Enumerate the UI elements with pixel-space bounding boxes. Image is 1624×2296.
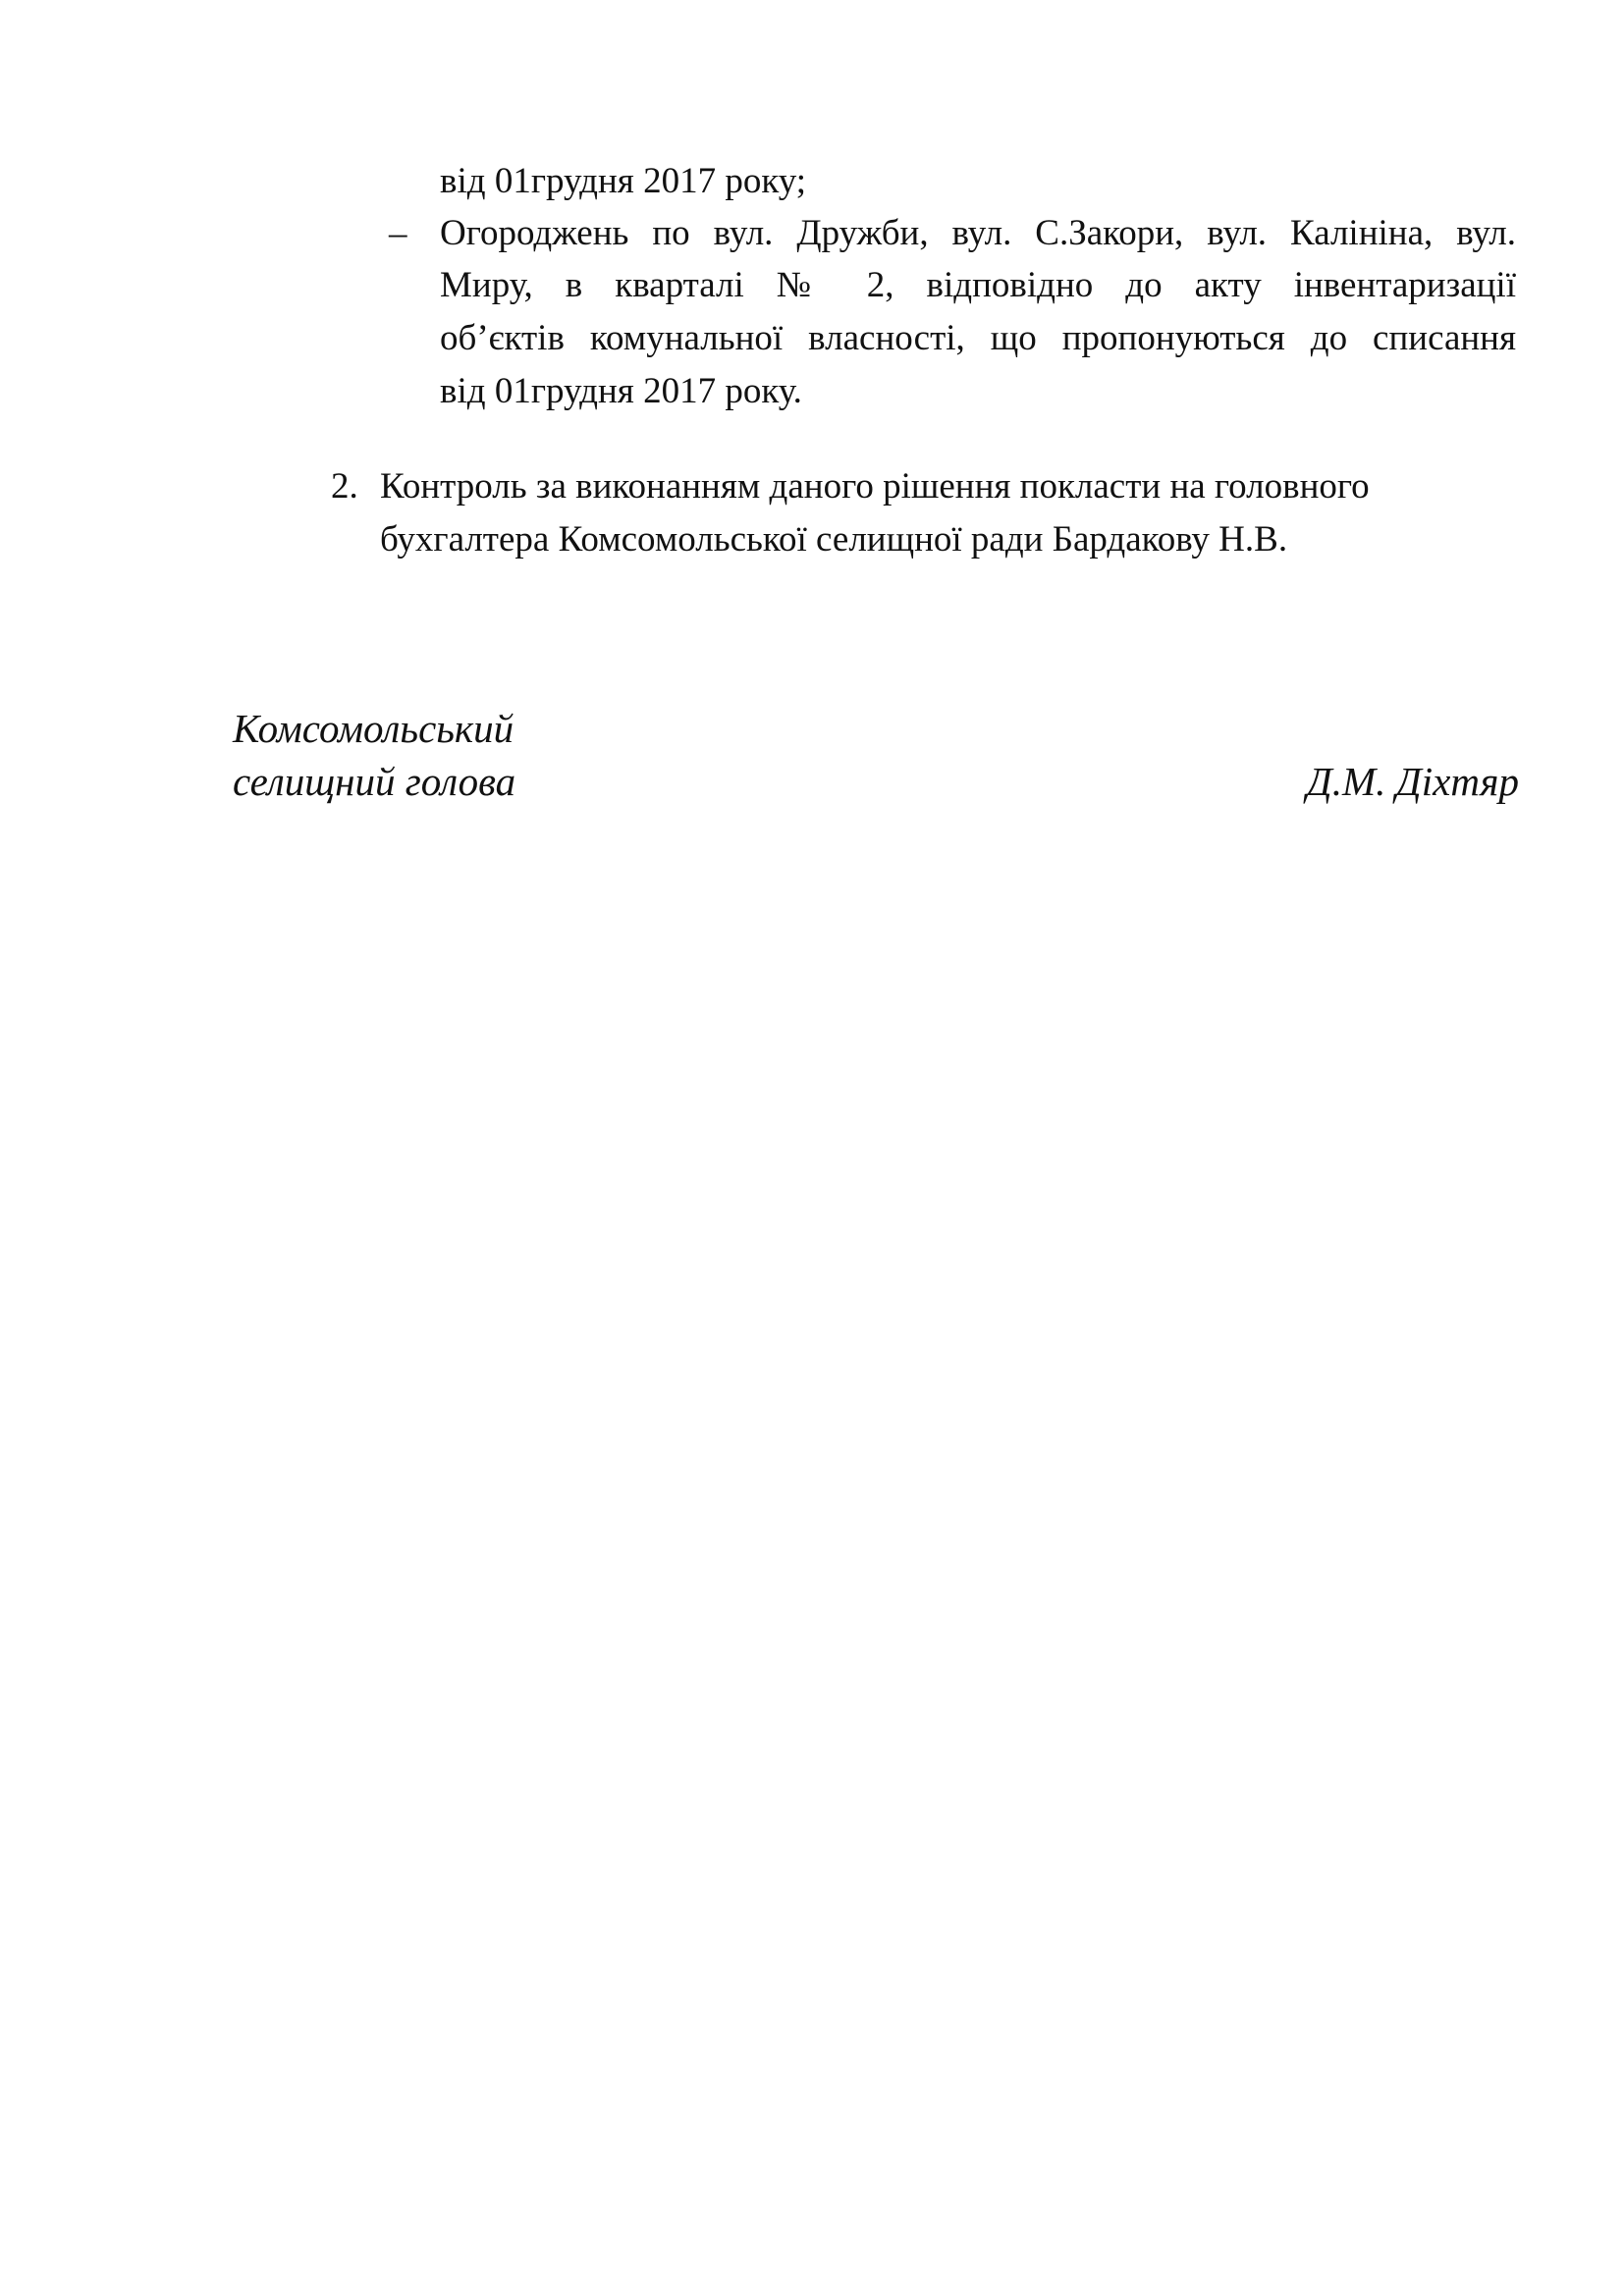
item-2-number: 2. [331, 466, 358, 507]
signature-title-line-1: Комсомольський [233, 706, 514, 751]
item-2-line-2: бухгалтера Комсомольської селищної ради Бардакову Н.В. [380, 519, 1288, 560]
bullet-2-line-1: Огороджень по вул. Дружби, вул. С.Закори, вул. Калініна, вул. [440, 213, 1516, 253]
bullet-2-line-4: від 01грудня 2017 року. [440, 371, 802, 411]
item-2-line-1: Контроль за виконанням даного рішення покласти на головного [380, 466, 1370, 507]
signature-title-line-2: селищний голова [233, 759, 516, 804]
bullet-1-tail-line: від 01грудня 2017 року; [440, 161, 807, 201]
bullet-2-line-3: об’єктів комунальної власності, що пропонуються до списання [440, 318, 1516, 358]
bullet-2-dash: – [389, 213, 407, 253]
signature-name: Д.М. Діхтяр [1306, 759, 1519, 804]
bullet-2-line-2: Миру, в кварталі № 2, відповідно до акту інвентаризації [440, 265, 1516, 305]
